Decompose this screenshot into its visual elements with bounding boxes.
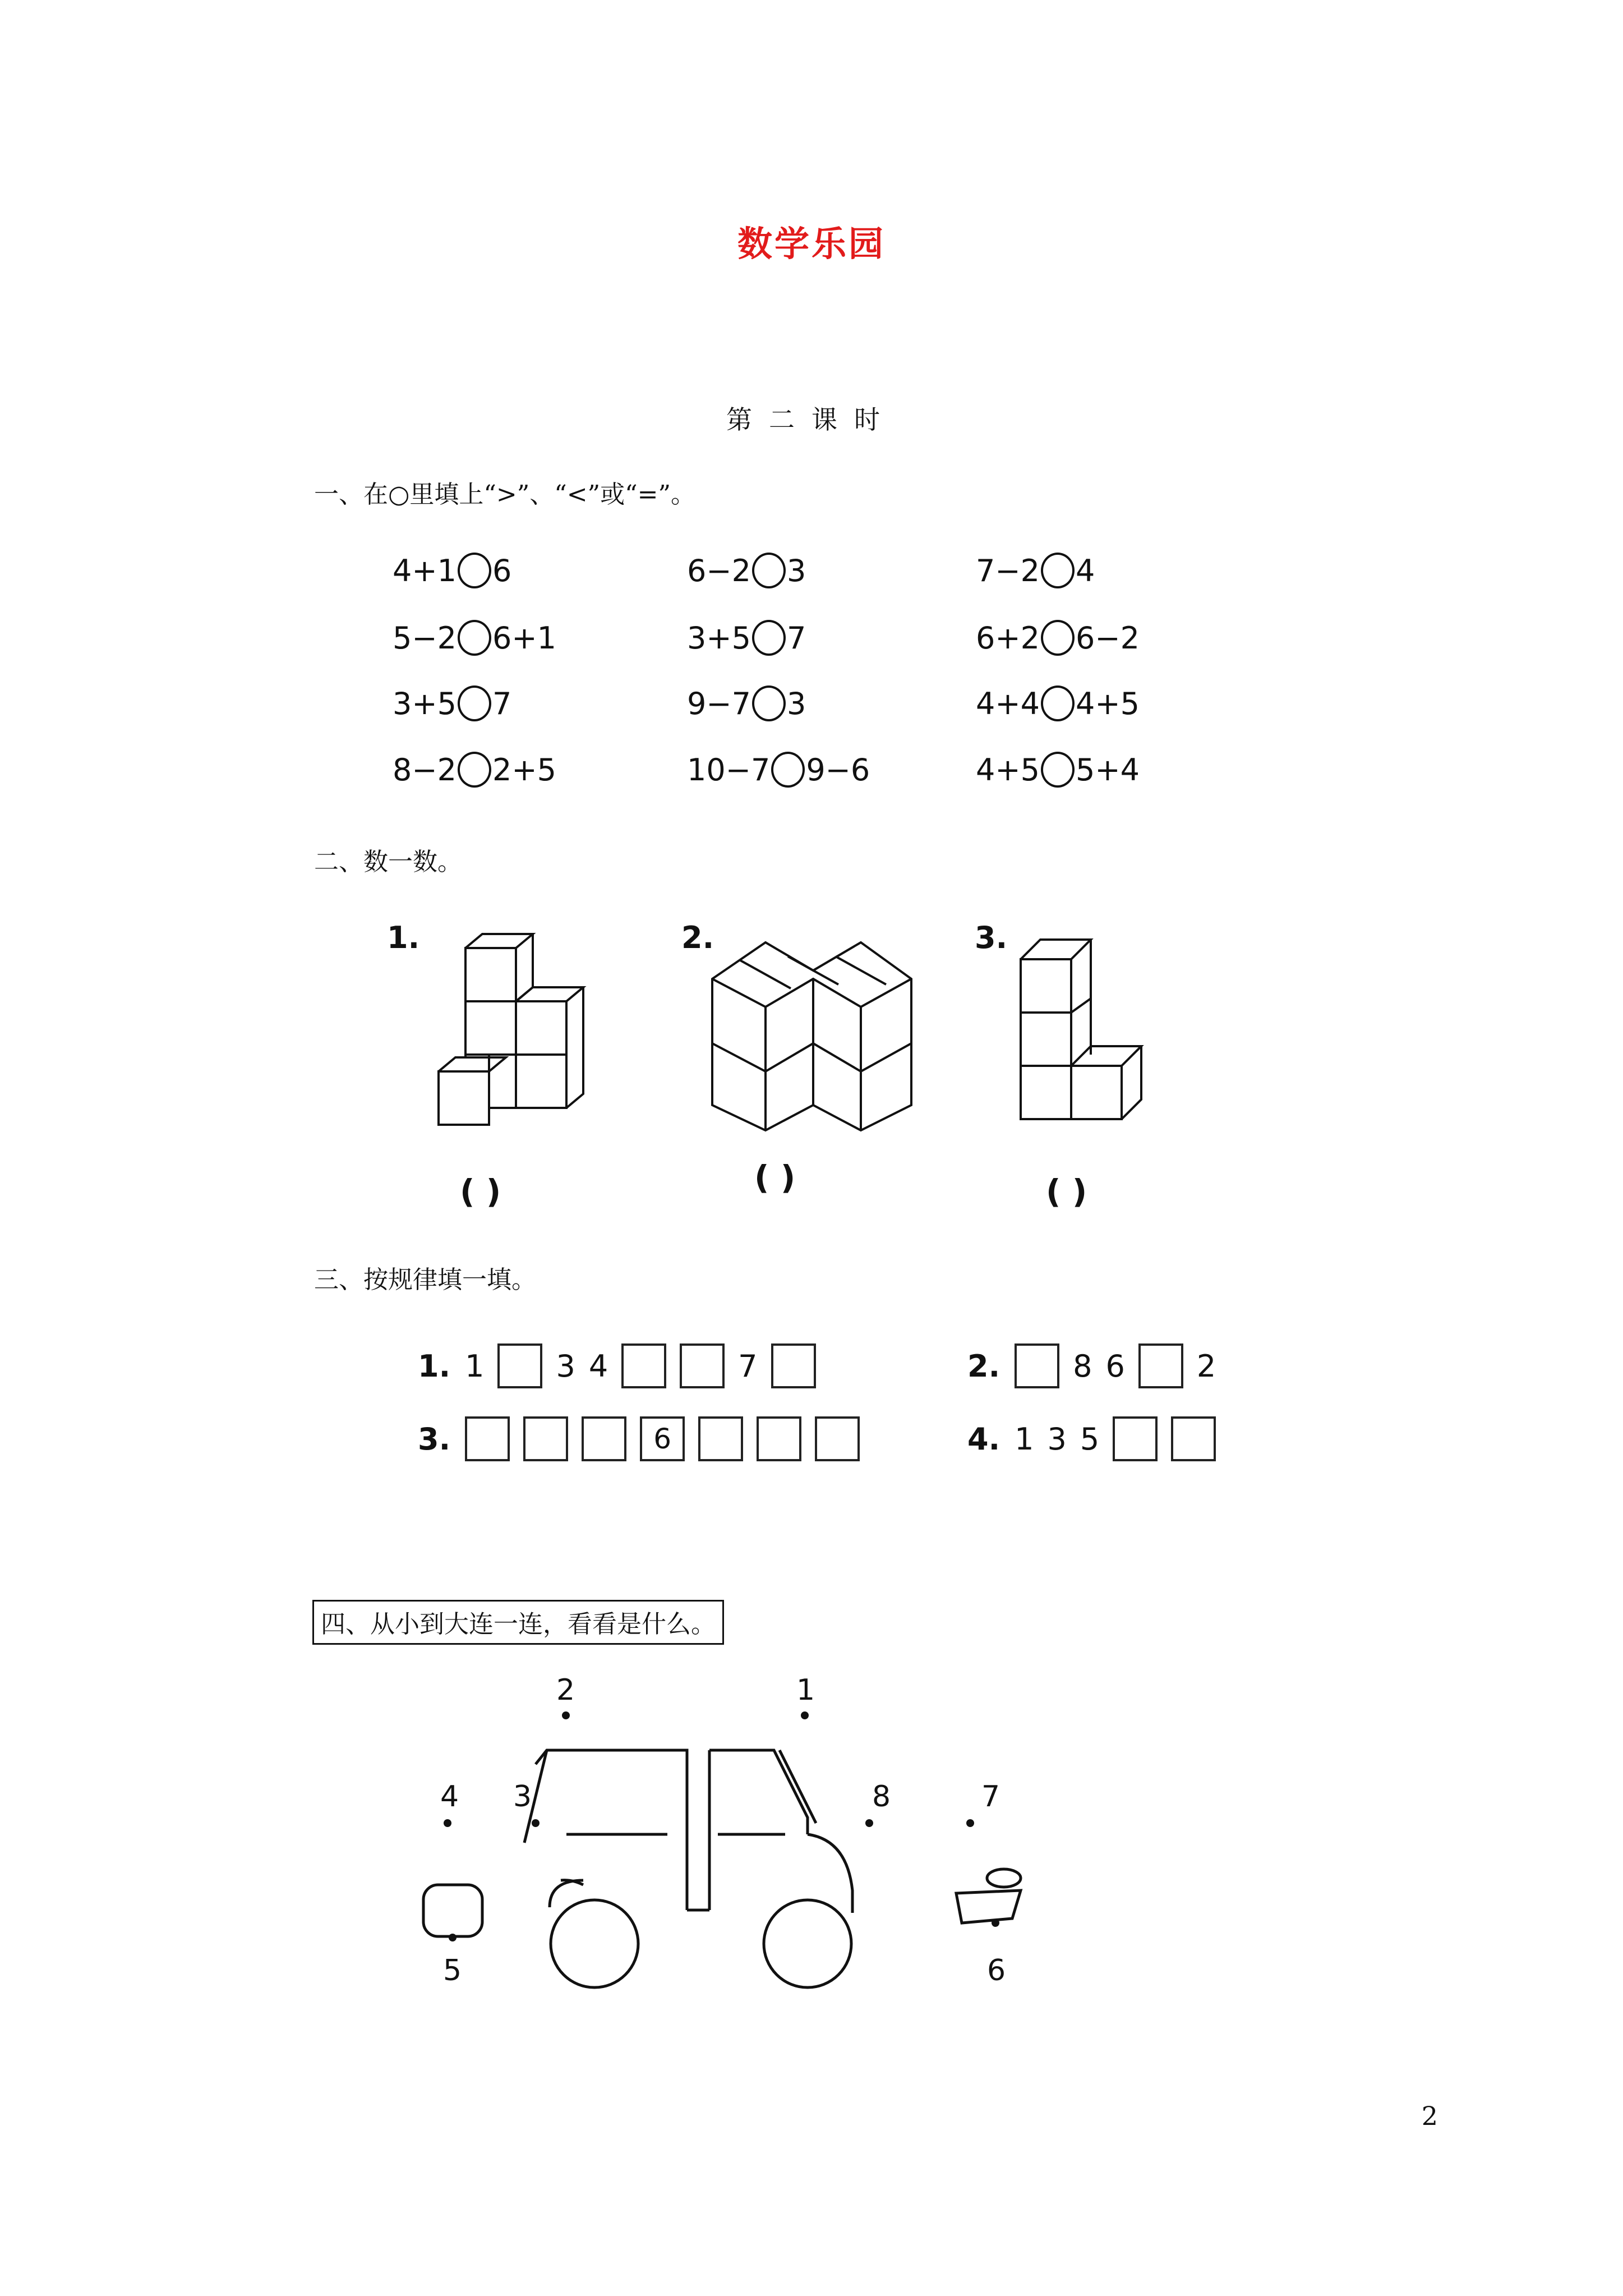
expression-left: 3+5	[687, 620, 751, 656]
dot-label-1: 1	[796, 1673, 815, 1707]
comparison-item	[976, 685, 1140, 721]
blank-box[interactable]	[497, 1343, 542, 1388]
answer-circle[interactable]	[771, 752, 805, 788]
expression-left: 6−2	[687, 553, 751, 588]
sequence-number: 8	[1073, 1348, 1092, 1384]
expression-right: 5+4	[1075, 752, 1140, 788]
sequence-number: 3	[1047, 1421, 1067, 1457]
comparison-item	[976, 620, 1140, 656]
expression-left: 4+1	[393, 553, 457, 588]
answer-circle[interactable]	[1041, 620, 1075, 656]
sequence-number: 2	[1196, 1348, 1216, 1384]
sequence-label: 2.	[967, 1348, 1000, 1384]
blank-box[interactable]	[621, 1343, 666, 1388]
cube-stack-3-drawing	[1015, 926, 1183, 1139]
answer-circle[interactable]	[458, 685, 491, 721]
answer-circle[interactable]	[1041, 553, 1075, 588]
connect-dots-car-drawing	[404, 1672, 1077, 2019]
page-number: 2	[1421, 2101, 1438, 2131]
section4-heading: 四、从小到大连一连，看看是什么。	[312, 1600, 724, 1645]
expression-left: 4+5	[976, 752, 1040, 788]
blank-box[interactable]	[523, 1416, 568, 1461]
answer-circle[interactable]	[752, 620, 786, 656]
comparison-item	[393, 752, 556, 788]
page-title: 数学乐园	[737, 223, 886, 264]
sequence-number: 1	[465, 1348, 485, 1384]
expression-right: 2+5	[492, 752, 556, 788]
expression-right: 7	[492, 685, 512, 721]
figure-label: 3.	[975, 920, 1008, 955]
blank-box[interactable]	[465, 1416, 510, 1461]
blank-box[interactable]	[1138, 1343, 1183, 1388]
dot-label-4: 4	[440, 1780, 459, 1814]
section1-heading: 一、在○里填上“>”、“<”或“=”。	[314, 480, 695, 509]
blank-box[interactable]	[698, 1416, 743, 1461]
answer-paren-3[interactable]: ( )	[1046, 1172, 1087, 1211]
expression-right: 6+1	[492, 620, 556, 656]
sequence-2	[967, 1343, 1223, 1388]
sequence-label: 1.	[418, 1348, 451, 1384]
expression-right: 3	[786, 553, 806, 588]
cube-figure-3	[975, 920, 1007, 955]
blank-box[interactable]	[757, 1416, 801, 1461]
sequence-1	[418, 1343, 823, 1388]
expression-right: 9−6	[806, 752, 870, 788]
blank-box[interactable]	[1171, 1416, 1216, 1461]
comparison-item	[976, 752, 1140, 788]
comparison-item	[393, 685, 511, 721]
expression-left: 3+5	[393, 685, 457, 721]
answer-circle[interactable]	[458, 553, 491, 588]
dot-label-2: 2	[556, 1673, 575, 1707]
dot-label-7: 7	[981, 1780, 1000, 1814]
dot-label-8: 8	[872, 1780, 891, 1814]
answer-paren-2[interactable]: ( )	[754, 1158, 796, 1197]
comparison-item	[687, 553, 806, 588]
comparison-item	[976, 553, 1095, 588]
sequence-4	[967, 1416, 1223, 1461]
blank-box[interactable]	[680, 1343, 725, 1388]
answer-circle[interactable]	[1041, 752, 1075, 788]
expression-left: 6+2	[976, 620, 1040, 656]
figure-label: 2.	[681, 920, 714, 955]
answer-circle[interactable]	[458, 752, 491, 788]
sequence-number: 6	[1105, 1348, 1125, 1384]
sequence-label: 4.	[967, 1421, 1000, 1457]
blank-box[interactable]	[1015, 1343, 1059, 1388]
blank-box[interactable]	[582, 1416, 626, 1461]
expression-left: 8−2	[393, 752, 457, 788]
sequence-number: 5	[1080, 1421, 1100, 1457]
figure-label: 1.	[387, 920, 420, 955]
comparison-item	[687, 752, 870, 788]
answer-circle[interactable]	[1041, 685, 1075, 721]
sequence-number: 3	[556, 1348, 575, 1384]
section3-heading: 三、按规律填一填。	[314, 1266, 536, 1294]
expression-left: 5−2	[393, 620, 457, 656]
lesson-subtitle: 第二课时	[726, 404, 897, 435]
comparison-item	[687, 685, 806, 721]
dot-label-5: 5	[443, 1954, 462, 1987]
expression-right: 6−2	[1075, 620, 1140, 656]
expression-right: 7	[786, 620, 806, 656]
sequence-number: 4	[588, 1348, 608, 1384]
expression-left: 4+4	[976, 685, 1040, 721]
answer-paren-1[interactable]: ( )	[460, 1172, 501, 1211]
sequence-3	[418, 1416, 866, 1461]
expression-left: 7−2	[976, 553, 1040, 588]
answer-circle[interactable]	[752, 553, 786, 588]
expression-right: 4	[1075, 553, 1095, 588]
cube-figure-1	[387, 920, 419, 955]
dot-label-3: 3	[513, 1780, 532, 1814]
sequence-label: 3.	[418, 1421, 451, 1457]
dot-label-6: 6	[987, 1954, 1006, 1987]
comparison-item	[393, 553, 511, 588]
expression-left: 9−7	[687, 685, 751, 721]
section2-heading: 二、数一数。	[314, 848, 462, 876]
expression-right: 4+5	[1075, 685, 1140, 721]
blank-box[interactable]	[771, 1343, 816, 1388]
answer-circle[interactable]	[458, 620, 491, 656]
cube-stack-1-drawing	[437, 926, 606, 1139]
answer-circle[interactable]	[752, 685, 786, 721]
blank-box[interactable]	[1113, 1416, 1158, 1461]
expression-right: 6	[492, 553, 512, 588]
sequence-number: 7	[738, 1348, 758, 1384]
given-box: 6	[640, 1416, 685, 1461]
blank-box[interactable]	[815, 1416, 860, 1461]
comparison-item	[393, 620, 556, 656]
sequence-number: 1	[1015, 1421, 1034, 1457]
expression-left: 10−7	[687, 752, 771, 788]
cube-stack-2-drawing	[707, 931, 920, 1133]
expression-right: 3	[786, 685, 806, 721]
comparison-item	[687, 620, 806, 656]
